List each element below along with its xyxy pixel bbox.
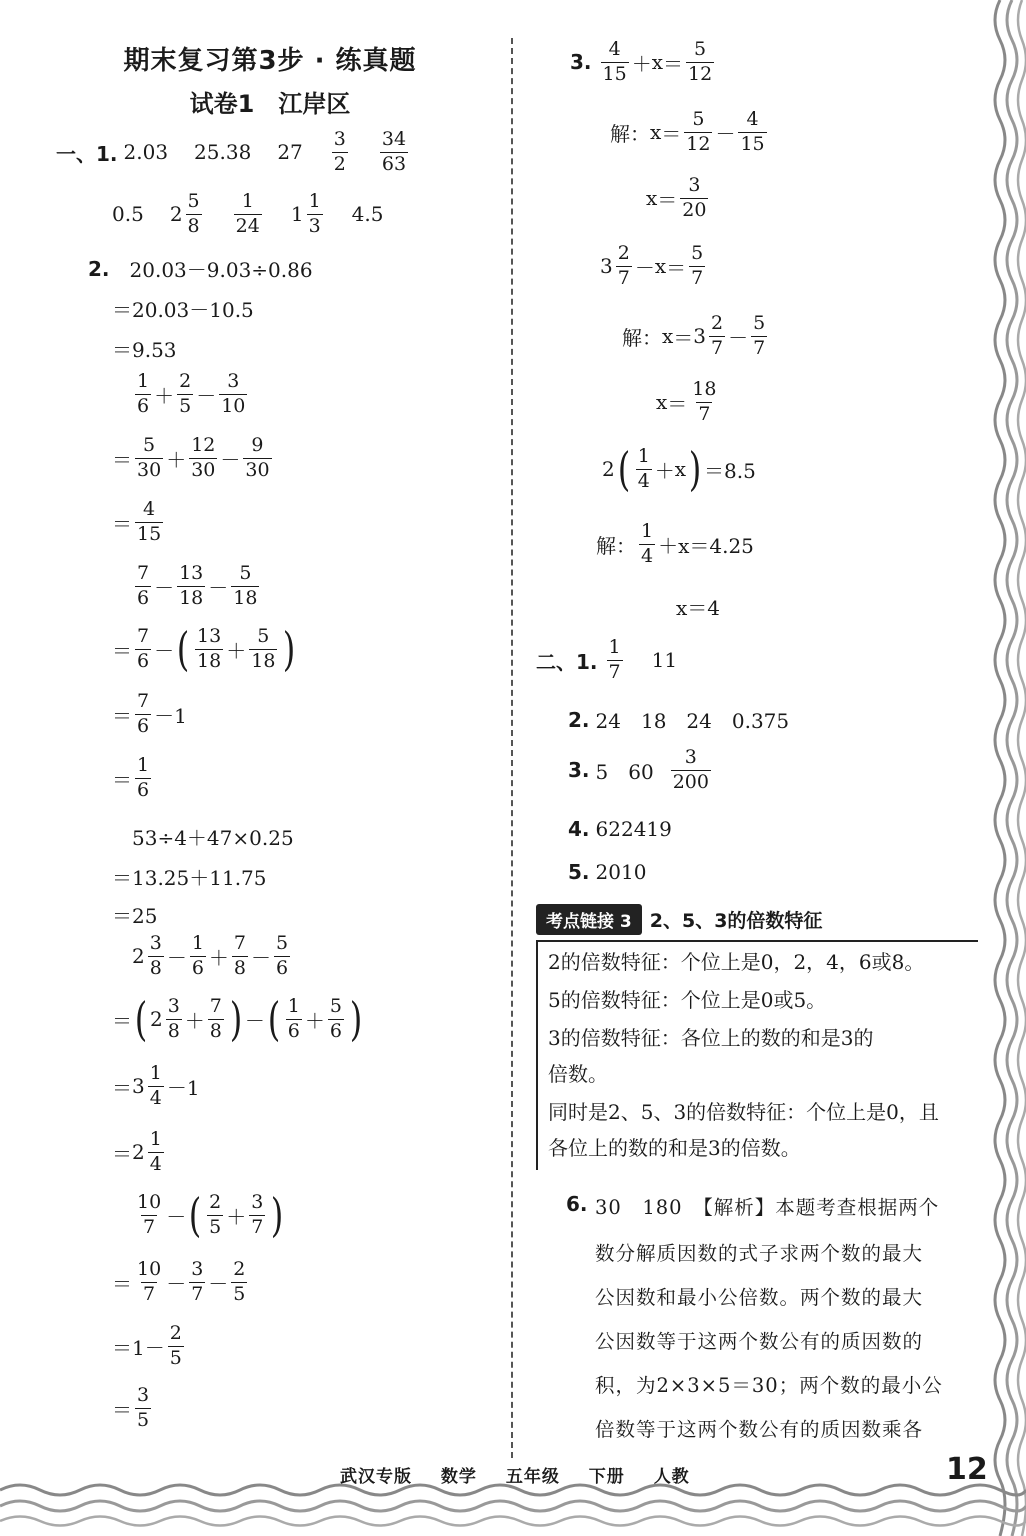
- s2-p6-result: ＝ $\frac{3}{5}$: [112, 1384, 150, 1431]
- q6-line: 公因数和最小公倍数。两个数的最大: [595, 1286, 924, 1309]
- expr: ＝9.53: [112, 338, 177, 362]
- s2-line: [112, 334, 177, 363]
- knowledge-line: 5的倍数特征：个位上是0或5。: [548, 988, 827, 1012]
- q6-line: 公因数等于这两个数公有的质因数的: [595, 1330, 924, 1353]
- s2-label: 2.: [88, 256, 110, 281]
- s1-row1: [56, 130, 411, 175]
- s2-line: [112, 294, 254, 323]
- s1-row2: [112, 192, 383, 237]
- knowledge-line: 2的倍数特征：个位上是0，2，4，6或8。: [548, 950, 925, 974]
- s4-q3: 3. 5 60 $\frac{3}{200}$: [568, 746, 709, 793]
- s1-value: 4.5: [351, 202, 384, 227]
- s2-p3-step: ＝ $\frac{7}{6}$ －1: [112, 690, 187, 737]
- s2-p5-step: ＝ 3 $\frac{1}{4}$ －1: [112, 1062, 200, 1109]
- mixed-number: 1 $\frac{1}{3}$: [290, 190, 321, 237]
- mixed-number: 2 $\frac{5}{8}$: [169, 190, 200, 237]
- knowledge-line: 各位上的数的和是3的倍数。: [548, 1136, 801, 1160]
- s2-p3-step: ＝ $\frac{7}{6}$ － ( $\frac{13}{18}$ ＋ $\frac{5}{18}$ ): [112, 622, 296, 676]
- s4-q4: 4. 622419: [568, 817, 672, 841]
- page-title: 期末复习第3步 · 练真题: [123, 46, 417, 76]
- page-number: 12: [946, 1452, 988, 1487]
- fraction: $\frac{3}{2}$: [333, 128, 346, 175]
- s2-line: [88, 254, 313, 283]
- q6-line: 数分解质因数的式子求两个数的最大: [595, 1242, 924, 1265]
- knowledge-banner: [536, 904, 822, 935]
- s3-eq1-result: x ＝ $\frac{3}{20}$: [646, 174, 707, 221]
- s4-q1: 二、1. $\frac{1}{7}$ 11: [536, 636, 678, 683]
- s4-label: 二、1.: [536, 649, 598, 674]
- knowledge-line: 倍数。: [548, 1062, 608, 1086]
- s3-eq3-result: x＝4: [676, 596, 721, 620]
- q6-line: 倍数等于这两个数公有的质因数乘各: [595, 1418, 924, 1441]
- q6-line: 积，为2×3×5＝30；两个数的最小公: [595, 1374, 943, 1397]
- s2-p5-expr: 2 $\frac{3}{8}$ － $\frac{1}{6}$ ＋ $\frac{7}{8}$ － $\frac{5}{6}$: [132, 932, 289, 979]
- s3-eq1: 3. $\frac{4}{15}$ ＋ x ＝ $\frac{5}{12}$: [570, 38, 713, 85]
- s1-value: 25.38: [194, 140, 252, 165]
- footer-item: 五年级: [505, 1467, 560, 1487]
- footer-item: 人教: [653, 1467, 690, 1487]
- s2-p5-result: ＝ 2 $\frac{1}{4}$: [112, 1128, 162, 1175]
- s2-p5-step: ＝ ( 2 $\frac{3}{8}$ ＋ $\frac{7}{8}$ ) － ( $\frac{1}{6}$ ＋ $\frac{5}{6}$ ): [112, 992, 363, 1046]
- s2-p6-expr: $\frac{10}{7}$ － ( $\frac{2}{5}$ ＋ $\frac{3}{7}$ ): [137, 1188, 284, 1242]
- column-divider: [511, 38, 513, 1458]
- s1-label: 一、1.: [56, 141, 118, 166]
- s1-value: 2.03: [123, 140, 169, 165]
- s4-q2: 2. 24 18 24 0.375: [568, 707, 790, 733]
- s1-value: 27: [277, 140, 303, 165]
- s2-p3-expr: $\frac{7}{6}$ － $\frac{13}{18}$ － $\frac{5}{18}$: [137, 562, 258, 609]
- page-subtitle: 试卷1 江岸区: [189, 90, 351, 118]
- s2-p4-result: ＝25: [112, 904, 158, 928]
- expr: ＝20.03－10.5: [112, 298, 254, 322]
- footer-item: 数学: [440, 1467, 477, 1487]
- expr: 20.03－9.03÷0.86: [129, 258, 313, 282]
- q6-label: 6.: [566, 1192, 588, 1216]
- knowledge-line: 3的倍数特征：各位上的数的和是3的: [548, 1026, 874, 1050]
- s3-eq2-result: x ＝ $\frac{18}{7}$: [656, 378, 717, 425]
- s4-q5: 5. 2010: [568, 860, 647, 884]
- s2-p2-result: ＝ $\frac{4}{15}$: [112, 498, 162, 545]
- s3-eq1-sol: 解： x ＝ $\frac{5}{12}$ － $\frac{4}{15}$: [610, 108, 765, 155]
- footer-item: 武汉专版: [340, 1467, 412, 1487]
- s2-p2-expr: $\frac{1}{6}$ ＋ $\frac{2}{5}$ － $\frac{3}{10}$: [137, 370, 246, 417]
- s3-eq2-sol: 解： x ＝ 3 $\frac{2}{7}$ － $\frac{5}{7}$: [622, 312, 766, 359]
- knowledge-line: 同时是2、5、3的倍数特征：个位上是0，且: [548, 1100, 939, 1124]
- s2-p4-expr: 53÷4＋47×0.25: [132, 826, 294, 850]
- s3-label: 3.: [570, 50, 592, 75]
- q6-label-line: [566, 1192, 594, 1216]
- footer: [340, 1462, 712, 1487]
- s2-p6-step: ＝ 1－ $\frac{2}{5}$: [112, 1322, 182, 1369]
- fraction: $\frac{1}{24}$: [235, 190, 260, 237]
- footer-item: 下册: [588, 1467, 625, 1487]
- s2-p4-step: ＝13.25＋11.75: [112, 866, 267, 890]
- s2-p3-result: ＝ $\frac{1}{6}$: [112, 754, 150, 801]
- s2-p6-step: ＝ $\frac{10}{7}$ － $\frac{3}{7}$ － $\frac{2}{5}$: [112, 1258, 246, 1305]
- s3-eq3-sol: 解： $\frac{1}{4}$ ＋x＝4.25: [596, 520, 754, 567]
- s2-p2-step: ＝ $\frac{5}{30}$ ＋ $\frac{12}{30}$ － $\frac{9}{30}$: [112, 434, 270, 481]
- s3-eq2: 3 $\frac{2}{7}$ － x ＝ $\frac{5}{7}$: [600, 242, 704, 289]
- fraction: $\frac{34}{63}$: [381, 128, 407, 175]
- knowledge-title: 2、5、3的倍数特征: [649, 910, 823, 932]
- q6-line: 30 180 【解析】本题考查根据两个: [595, 1196, 940, 1219]
- s3-eq3: 2 ( $\frac{1}{4}$ ＋ x ) ＝8.5: [602, 442, 756, 496]
- s1-value: 0.5: [112, 202, 144, 227]
- wavy-right-border: [986, 0, 1026, 1536]
- knowledge-tag: 考点链接 3: [536, 904, 642, 935]
